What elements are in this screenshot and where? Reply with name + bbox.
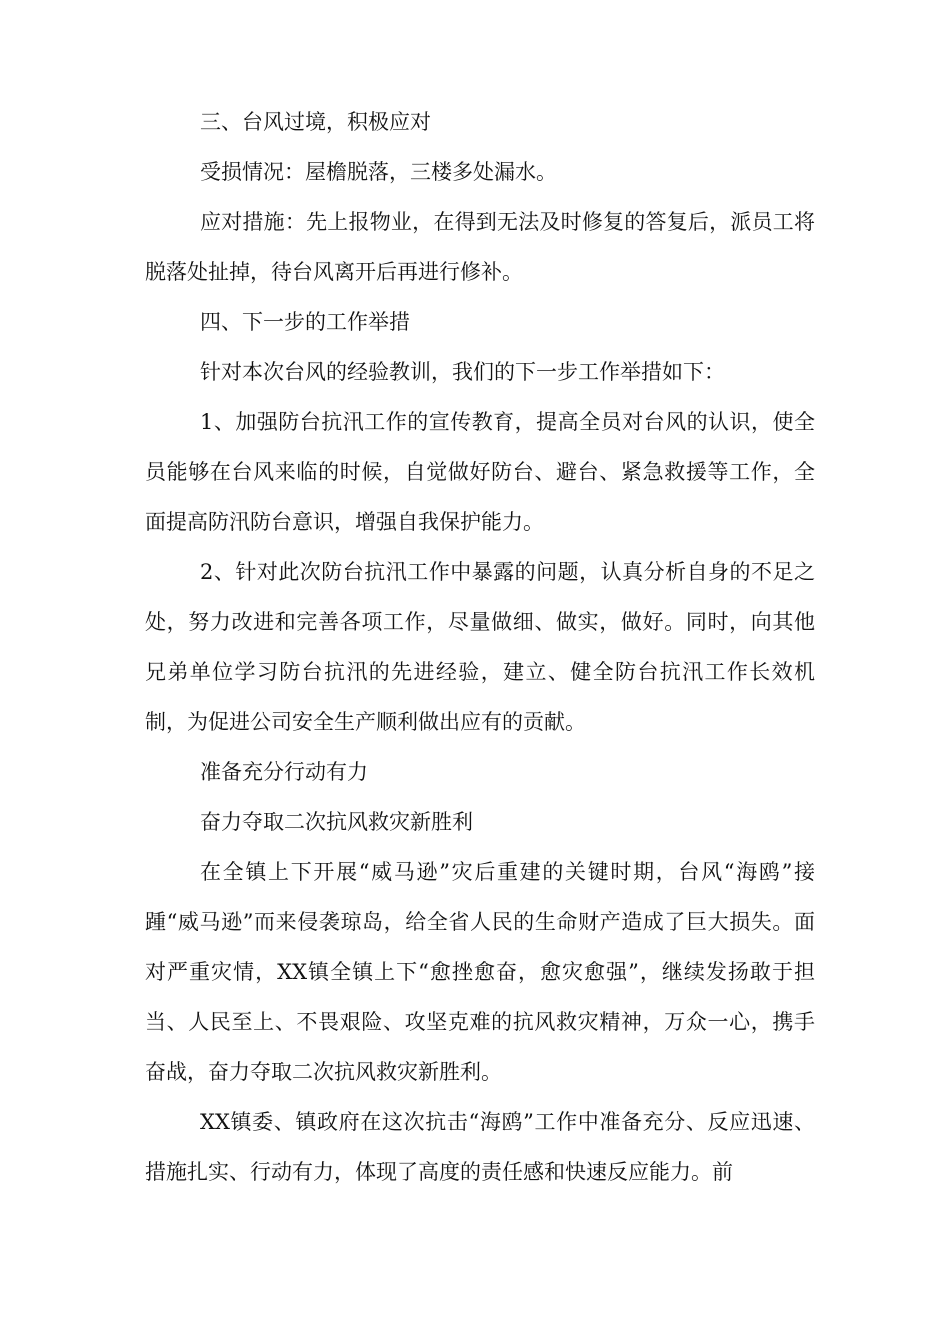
article-title-line-2: 奋力夺取二次抗风救灾新胜利 [200,810,473,834]
next-steps-intro: 针对本次台风的经验教训，我们的下一步工作举措如下： [200,360,725,384]
response-measures: 应对措施：先上报物业，在得到无法及时修复的答复后，派员工将脱落处扯掉，待台风离开后再进行修补。 [145,210,815,284]
section-heading-typhoon-response: 三、台风过境，积极应对 [200,110,431,134]
next-step-item-2: 2、针对此次防台抗汛工作中暴露的问题，认真分析自身的不足之处，努力改进和完善各项工作，尽量做细、做实，做好。同时，向其他兄弟单位学习防台抗汛的先进经验，建立、健全防台抗汛工作长效机制，为促进公司安全生产顺利做出应有的贡献。 [145,560,815,734]
damage-description: 受损情况：屋檐脱落，三楼多处漏水。 [200,160,557,184]
document-body [145,97,815,1197]
article-paragraph-2: XX镇委、镇政府在这次抗击“海鸥”工作中准备充分、反应迅速、措施扎实、行动有力，体现了高度的责任感和快速反应能力。前 [145,1110,815,1184]
next-step-item-1: 1、加强防台抗汛工作的宣传教育，提高全员对台风的认识，使全员能够在台风来临的时候，自觉做好防台、避台、紧急救援等工作，全面提高防汛防台意识，增强自我保护能力。 [145,410,815,534]
article-title-line-1: 准备充分行动有力 [200,760,368,784]
article-paragraph-1: 在全镇上下开展“威马逊”灾后重建的关键时期，台风“海鸥”接踵“威马逊”而来侵袭琼岛，给全省人民的生命财产造成了巨大损失。面对严重灾情，XX镇全镇上下“愈挫愈奋，愈灾愈强”，继续发扬敢于担当、人民至上、不畏艰险、攻坚克难的抗风救灾精神，万众一心，携手奋战，奋力夺取二次抗风救灾新胜利。 [145,860,815,1084]
section-heading-next-steps: 四、下一步的工作举措 [200,310,410,334]
